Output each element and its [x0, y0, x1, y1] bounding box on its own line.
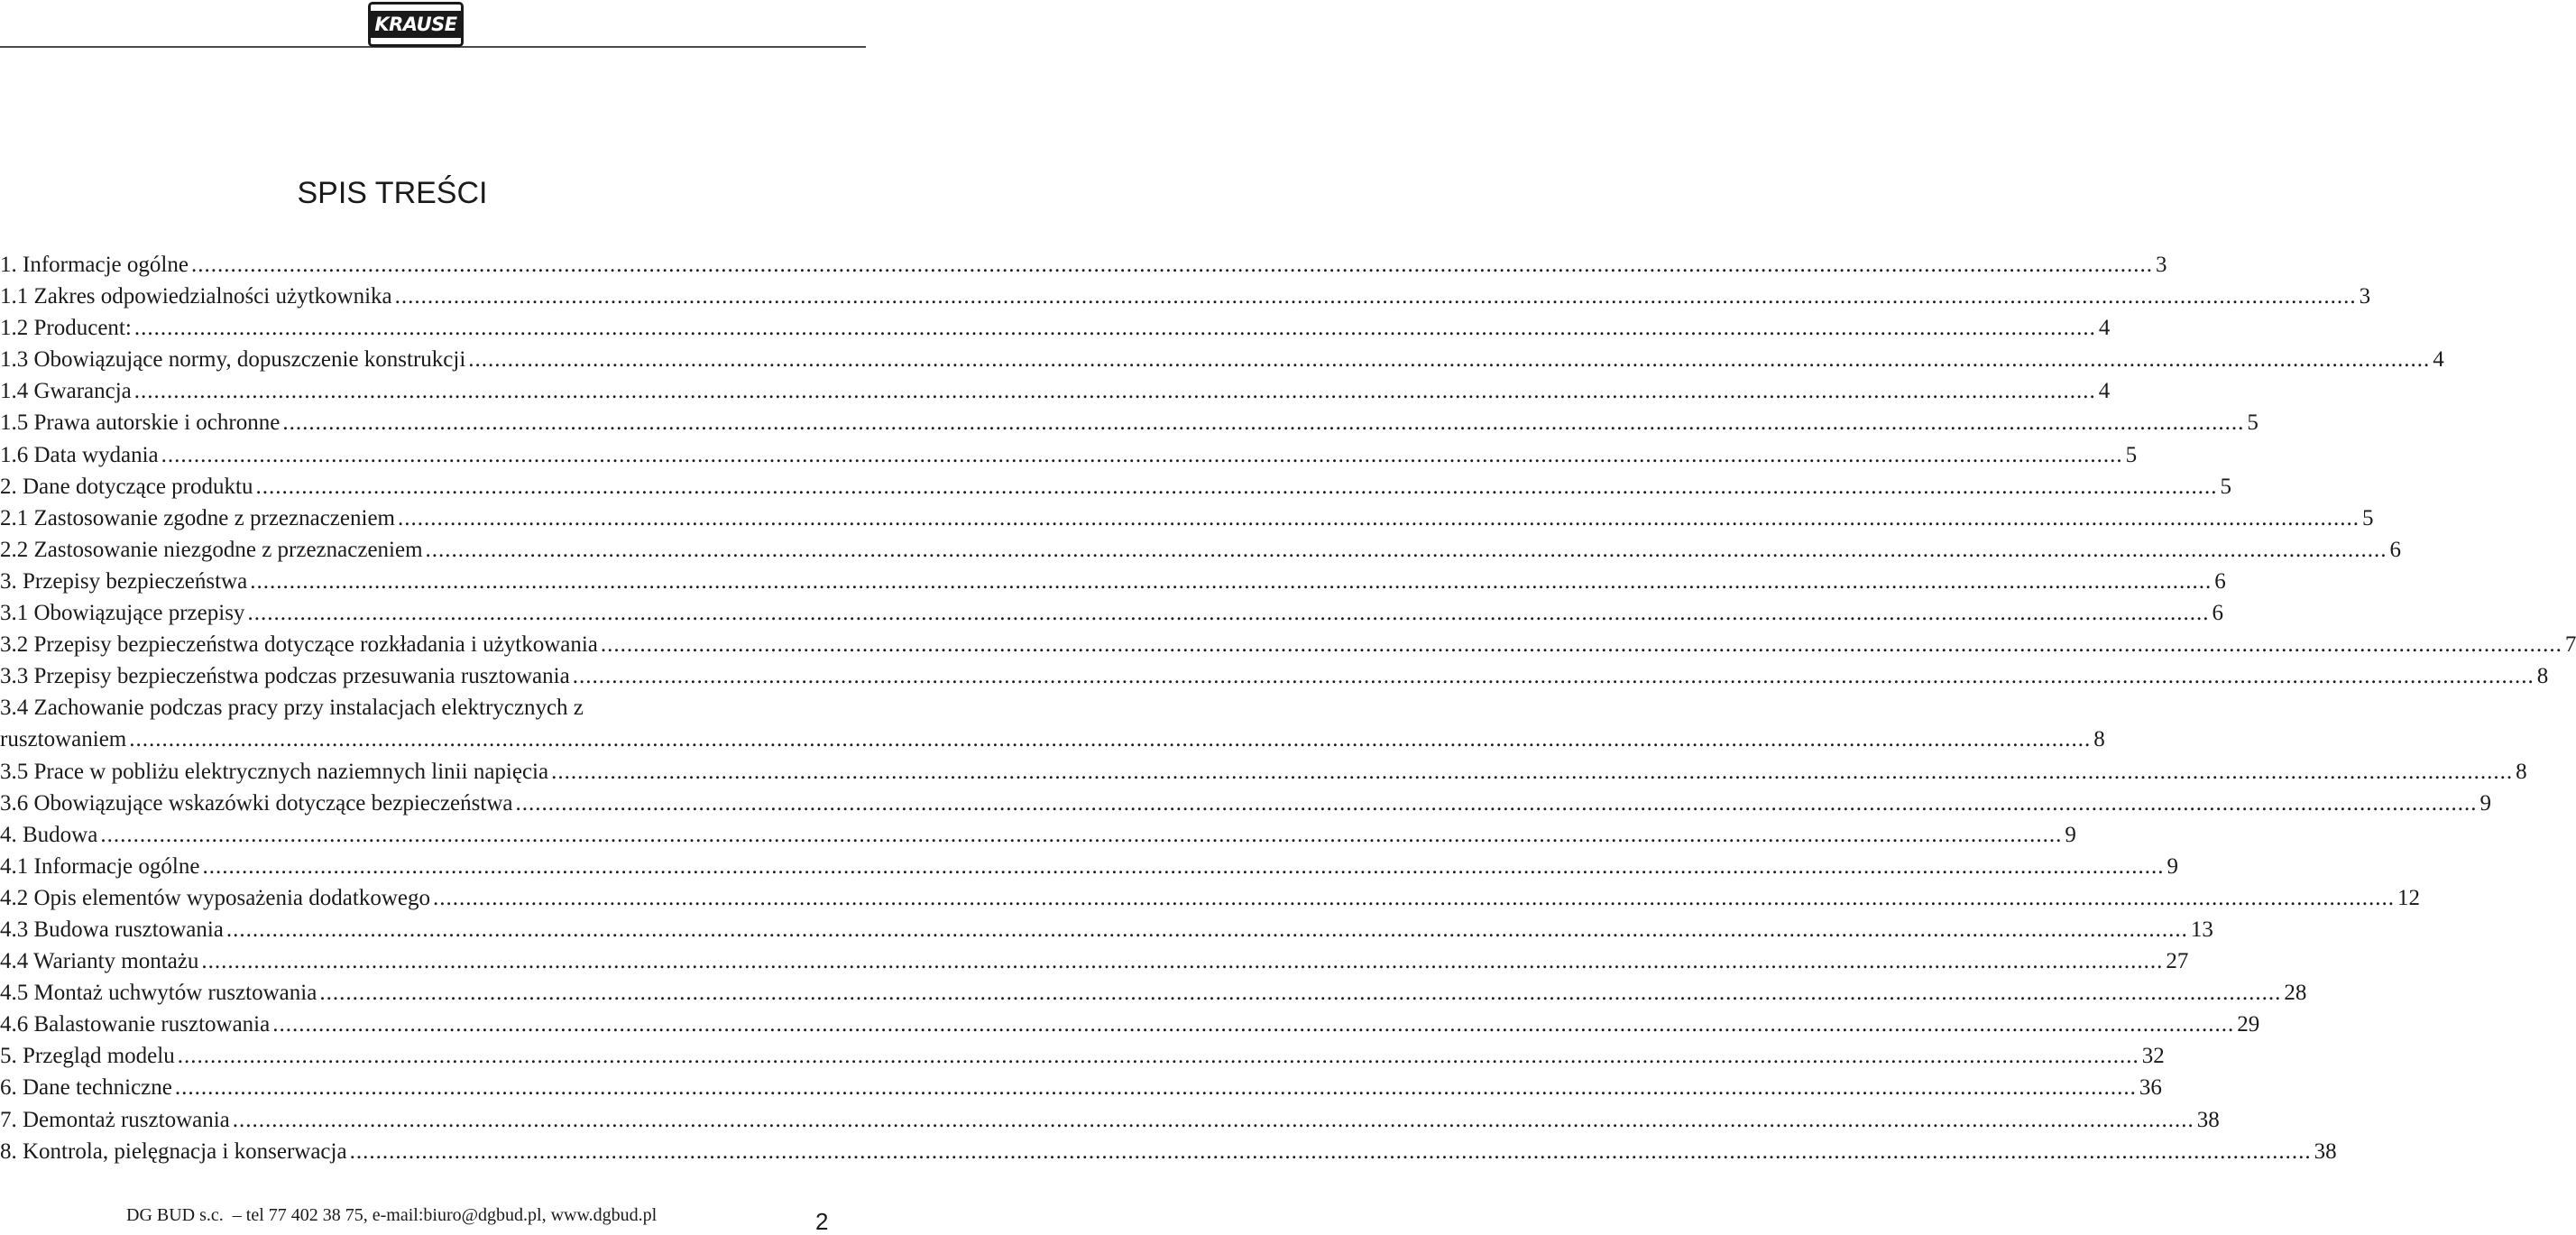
- toc-leader-dots: ............................................................................................................................................................................................................................................................................................................: [282, 410, 2245, 436]
- toc-leader-dots: ............................................................................................................................................................................................................................................................................................................: [100, 822, 2063, 847]
- toc-leader-dots: ............................................................................................................................................................................................................................................................................................................: [272, 1012, 2235, 1037]
- toc-page-number: 36: [2139, 1075, 2162, 1101]
- toc-leader-dots: ............................................................................................................................................................................................................................................................................................................: [432, 885, 2395, 910]
- toc-entry[interactable]: [0, 819, 2076, 851]
- toc-entry[interactable]: [0, 502, 2374, 534]
- toc-entry[interactable]: [0, 1072, 2162, 1103]
- toc-leader-dots: ............................................................................................................................................................................................................................................................................................................: [129, 727, 2092, 752]
- toc-page-number: 8: [2093, 727, 2105, 752]
- toc-page-number: 9: [2065, 822, 2076, 847]
- toc-entry-label: 3.2 Przepisy bezpieczeństwa dotyczące rozkładania i użytkowania: [0, 632, 598, 658]
- table-of-contents: [0, 249, 2576, 1167]
- krause-logo-icon: [368, 2, 464, 47]
- toc-entry[interactable]: [0, 788, 2491, 819]
- toc-entry[interactable]: [0, 945, 2189, 977]
- toc-leader-dots: ............................................................................................................................................................................................................................................................................................................: [319, 981, 2282, 1006]
- toc-page-number: 28: [2284, 981, 2307, 1006]
- toc-entry-label: 4.1 Informacje ogólne: [0, 853, 200, 879]
- toc-page-number: 5: [2362, 505, 2374, 530]
- toc-page-number: 38: [2314, 1138, 2337, 1164]
- toc-entry-label: 6. Dane techniczne: [0, 1075, 172, 1101]
- toc-page-number: 4: [2433, 347, 2444, 373]
- toc-entry-label: 1.6 Data wydania: [0, 442, 159, 467]
- toc-page-number: 8: [2536, 664, 2549, 689]
- toc-leader-dots: ............................................................................................................................................................................................................................................................................................................: [161, 442, 2123, 467]
- toc-entry-label: 3. Przepisy bezpieczeństwa: [0, 568, 248, 594]
- toc-leader-dots: ............................................................................................................................................................................................................................................................................................................: [247, 601, 2210, 626]
- toc-leader-dots: ............................................................................................................................................................................................................................................................................................................: [201, 949, 2164, 974]
- toc-page-number: 5: [2220, 474, 2231, 499]
- toc-entry[interactable]: [0, 914, 2213, 945]
- toc-entry-label: 8. Kontrola, pielęgnacja i konserwacja: [0, 1138, 347, 1164]
- toc-page-number: 7: [2564, 632, 2576, 658]
- toc-leader-dots: ............................................................................................................................................................................................................................................................................................................: [515, 790, 2478, 816]
- toc-page-number: 8: [2516, 759, 2527, 784]
- toc-page-number: 29: [2237, 1012, 2260, 1037]
- toc-entry-label: 2. Dane dotyczące produktu: [0, 474, 253, 499]
- toc-entry[interactable]: [0, 249, 2167, 281]
- toc-page-number: 6: [2214, 568, 2226, 594]
- toc-entry[interactable]: [0, 281, 2371, 312]
- toc-entry-label: 3.3 Przepisy bezpieczeństwa podczas przesuwania rusztowania: [0, 664, 570, 689]
- toc-entry-label: 4.5 Montaż uchwytów rusztowania: [0, 981, 317, 1006]
- footer-contact: DG BUD s.c. – tel 77 402 38 75, e-mail:biuro@dgbud.pl, www.dgbud.pl: [126, 1205, 658, 1225]
- toc-leader-dots: ............................................................................................................................................................................................................................................................................................................: [250, 568, 2213, 594]
- toc-leader-dots: ............................................................................................................................................................................................................................................................................................................: [190, 253, 2153, 277]
- toc-entry-label: 7. Demontaż rusztowania: [0, 1107, 230, 1132]
- toc-leader-dots: ............................................................................................................................................................................................................................................................................................................: [232, 1107, 2194, 1132]
- toc-entry-label: 1.3 Obowiązujące normy, dopuszczenie konstrukcji: [0, 347, 466, 373]
- toc-entry-label: 2.2 Zastosowanie niezgodne z przeznaczeniem: [0, 537, 423, 562]
- toc-page-number: 13: [2190, 917, 2213, 942]
- toc-entry[interactable]: [0, 597, 2223, 629]
- toc-entry-label: rusztowaniem: [0, 727, 127, 752]
- toc-entry-label: 3.1 Obowiązujące przepisy: [0, 601, 245, 626]
- toc-leader-dots: ............................................................................................................................................................................................................................................................................................................: [133, 316, 2096, 341]
- toc-page-number: 6: [2389, 537, 2402, 562]
- toc-entry[interactable]: [0, 471, 2231, 502]
- toc-entry[interactable]: [0, 756, 2527, 788]
- toc-entry-label: 3.5 Prace w pobliżu elektrycznych naziemnych linii napięcia: [0, 759, 549, 784]
- toc-page-number: 4: [2098, 379, 2111, 404]
- toc-leader-dots: ............................................................................................................................................................................................................................................................................................................: [202, 853, 2165, 879]
- toc-entry-label: 1.5 Prawa autorskie i ochronne: [0, 410, 281, 436]
- toc-entry[interactable]: [0, 1136, 2337, 1167]
- toc-page-number: 9: [2167, 853, 2178, 879]
- toc-entry[interactable]: [0, 407, 2259, 438]
- toc-entry[interactable]: [0, 660, 2549, 692]
- toc-entry[interactable]: [0, 1040, 2165, 1072]
- toc-page-number: 3: [2155, 253, 2167, 277]
- toc-leader-dots: ............................................................................................................................................................................................................................................................................................................: [225, 917, 2188, 942]
- toc-leader-dots: ............................................................................................................................................................................................................................................................................................................: [425, 537, 2387, 562]
- toc-page-number: 38: [2196, 1107, 2220, 1132]
- toc-entry-label: 5. Przegląd modelu: [0, 1044, 175, 1069]
- toc-leader-dots: ............................................................................................................................................................................................................................................................................................................: [468, 347, 2431, 373]
- toc-entry-label: 4.3 Budowa rusztowania: [0, 917, 224, 942]
- toc-page-number: 12: [2397, 885, 2420, 910]
- toc-entry[interactable]: [0, 566, 2226, 597]
- toc-entry-label: 4.4 Warianty montażu: [0, 949, 199, 974]
- toc-entry-label: 1.4 Gwarancja: [0, 379, 132, 404]
- toc-leader-dots: ............................................................................................................................................................................................................................................................................................................: [394, 284, 2357, 309]
- toc-entry-line[interactable]: [0, 692, 832, 723]
- toc-entry[interactable]: [0, 439, 2138, 471]
- toc-entry[interactable]: [0, 1009, 2260, 1040]
- page-number: 2: [815, 1208, 829, 1235]
- toc-page-number: 4: [2098, 316, 2111, 341]
- toc-page-number: 9: [2479, 790, 2491, 816]
- toc-leader-dots: ............................................................................................................................................................................................................................................................................................................: [133, 379, 2096, 404]
- toc-entry[interactable]: [0, 312, 2111, 344]
- toc-entry[interactable]: [0, 1104, 2220, 1136]
- toc-entry-label: 2.1 Zastosowanie zgodne z przeznaczeniem: [0, 505, 395, 530]
- toc-page-number: 6: [2212, 601, 2223, 626]
- toc-leader-dots: ............................................................................................................................................................................................................................................................................................................: [177, 1044, 2139, 1069]
- toc-entry-label: 4.2 Opis elementów wyposażenia dodatkowego: [0, 885, 430, 910]
- logo-text: KRAUSE: [368, 11, 463, 38]
- page-title: SPIS TREŚCI: [297, 176, 488, 210]
- toc-leader-dots: ............................................................................................................................................................................................................................................................................................................: [572, 664, 2535, 689]
- toc-page-number: 3: [2359, 284, 2371, 309]
- toc-entry-label: 1.2 Producent:: [0, 316, 132, 341]
- toc-entry-label: 4. Budowa: [0, 822, 98, 847]
- toc-entry[interactable]: [0, 344, 2444, 375]
- toc-entry-label: 3.4 Zachowanie podczas pracy przy instalacjach elektrycznych z: [0, 696, 584, 721]
- toc-leader-dots: ............................................................................................................................................................................................................................................................................................................: [551, 759, 2514, 784]
- toc-entry[interactable]: [0, 534, 2402, 566]
- toc-entry[interactable]: [0, 375, 2111, 407]
- toc-leader-dots: ............................................................................................................................................................................................................................................................................................................: [600, 632, 2562, 658]
- toc-leader-dots: ............................................................................................................................................................................................................................................................................................................: [255, 474, 2218, 499]
- toc-page-number: 32: [2141, 1044, 2165, 1069]
- toc-entry-label: 3.6 Obowiązujące wskazówki dotyczące bezpieczeństwa: [0, 790, 513, 816]
- toc-entry[interactable]: [0, 723, 2105, 755]
- toc-entry[interactable]: [0, 851, 2178, 882]
- toc-leader-dots: ............................................................................................................................................................................................................................................................................................................: [398, 505, 2360, 530]
- toc-leader-dots: ............................................................................................................................................................................................................................................................................................................: [349, 1138, 2312, 1164]
- toc-entry[interactable]: [0, 629, 2576, 660]
- toc-page-number: 5: [2125, 442, 2138, 467]
- toc-entry[interactable]: [0, 882, 2420, 914]
- toc-entry-label: 1.1 Zakres odpowiedzialności użytkownika: [0, 284, 392, 309]
- toc-entry-label: 4.6 Balastowanie rusztowania: [0, 1012, 271, 1037]
- toc-leader-dots: ............................................................................................................................................................................................................................................................................................................: [174, 1075, 2137, 1101]
- toc-entry[interactable]: [0, 977, 2307, 1009]
- toc-page-number: 27: [2166, 949, 2189, 974]
- toc-entry-label: 1. Informacje ogólne: [0, 253, 189, 277]
- toc-page-number: 5: [2247, 410, 2259, 436]
